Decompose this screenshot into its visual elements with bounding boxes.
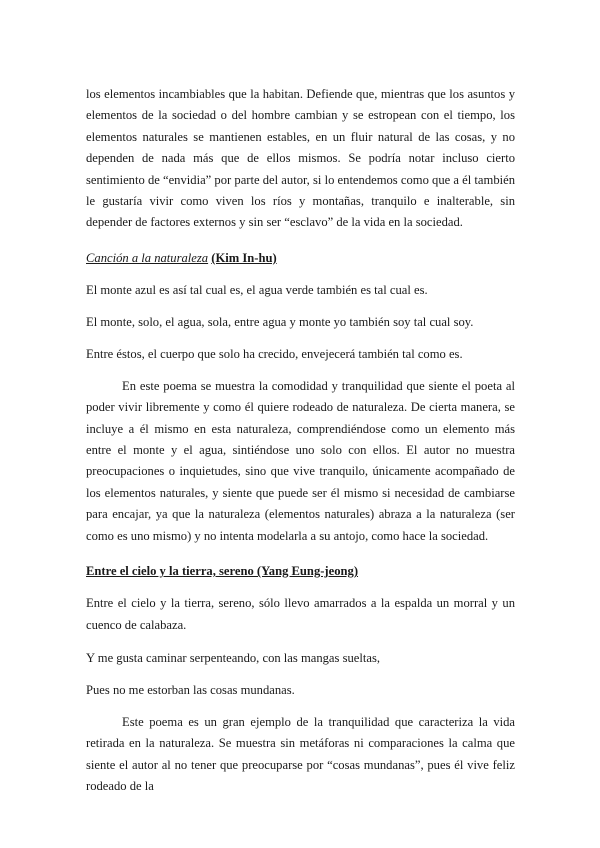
paragraph-intro: los elementos incambiables que la habitan. Defiende que, mientras que los asuntos y elementos de la sociedad o del hombre cambian y se estropean con el tiempo, los elementos naturales se mantienen estables, en un fluir natural de las cosas, y no dependen de nada más que de ellos mismos. Se podría notar incluso cierto sentimiento de “envidia” por parte del autor, si lo entendemos como que a él también le gustaría vivir como viven los ríos y montañas, tranquilo e inalterable, sin depender de factores externos y sin ser “esclavo” de la vida en la sociedad.: [86, 87, 515, 230]
paragraph-analysis-2: Este poema es un gran ejemplo de la tranquilidad que caracteriza la vida retirada en la naturaleza. Se muestra sin metáforas ni comparaciones la calma que siente el autor al no tener que preocuparse por “cosas mundanas”, pues él vive feliz rodeado de la: [86, 714, 515, 794]
poem-title-entre-el-cielo: Entre el cielo y la tierra, sereno (Yang Eung-jeong): [86, 564, 359, 579]
poem-line-1: El monte azul es así tal cual es, el agua verde también es tal cual es.: [86, 282, 428, 297]
poem-title-cancion: [86, 248, 515, 268]
poem-2-line-3: Pues no me estorban las cosas mundanas.: [86, 682, 295, 697]
poem-line-3: Entre éstos, el cuerpo que solo ha crecido, envejecerá también tal como es.: [86, 346, 463, 361]
poem-2-line-2: Y me gusta caminar serpenteando, con las mangas sueltas,: [86, 650, 380, 665]
poem-2-line-1: Entre el cielo y la tierra, sereno, sólo llevo amarrados a la espalda un morral y un cuenco de calabaza.: [86, 596, 515, 632]
poem-title-author: (Kim In-hu): [211, 250, 277, 265]
poem-title-italic: Canción a la naturaleza: [86, 250, 209, 265]
poem-line-2: El monte, solo, el agua, sola, entre agua y monte yo también soy tal cual soy.: [86, 314, 474, 329]
document-body: [86, 84, 515, 798]
paragraph-analysis-1: En este poema se muestra la comodidad y tranquilidad que siente el poeta al poder vivir libremente y como él quiere rodeado de naturaleza. De cierta manera, se incluye a él mismo en esta naturaleza, comprendiéndose como un elemento más entre el monte y el agua, sintiéndose uno solo con ellos. El autor no muestra preocupaciones o inquietudes, sino que vive tranquilo, únicamente acompañado de los elementos naturales, y siente que puede ser él mismo si necesidad de cambiarse para encajar, ya que la naturaleza (elementos naturales) abraza a la naturaleza (ser como es uno mismo) y no intenta modelarla a su antojo, como hace la sociedad.: [86, 378, 515, 543]
